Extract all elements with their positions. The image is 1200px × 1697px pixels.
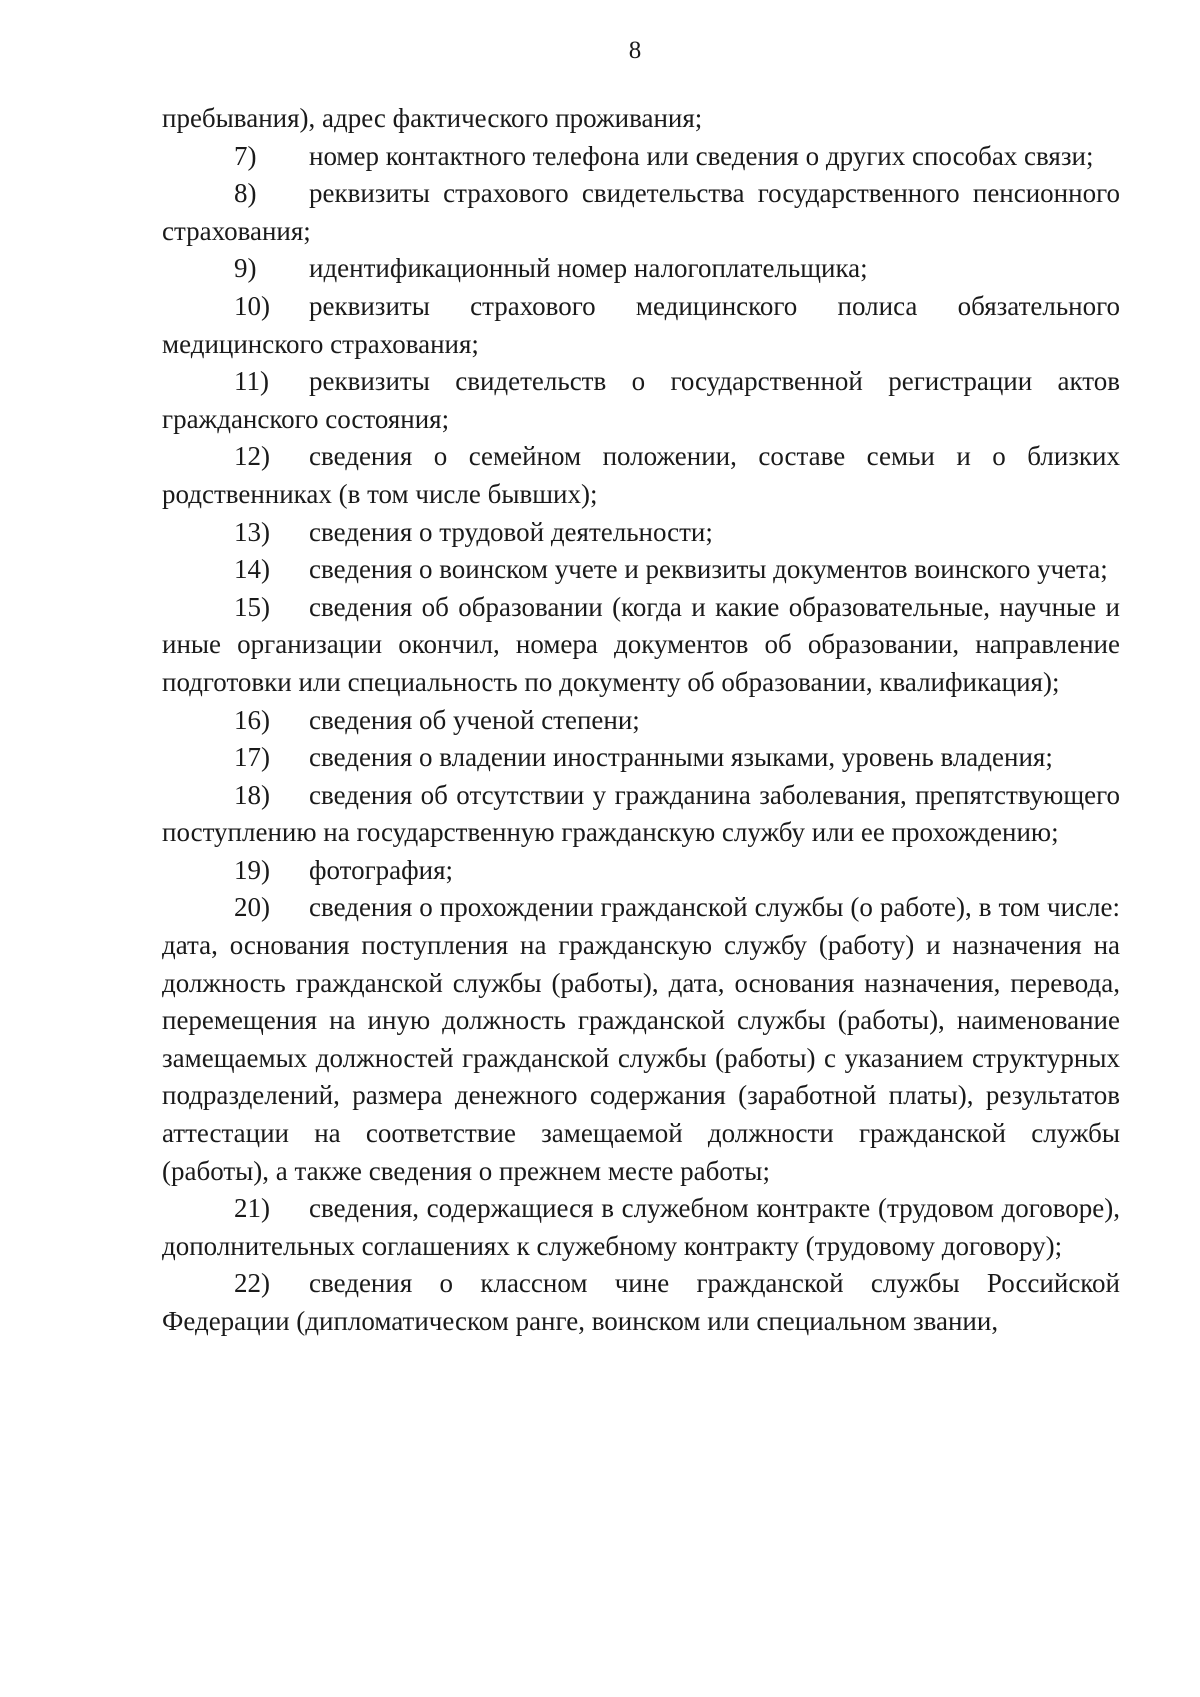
list-item-19 [162, 852, 1120, 890]
item-text: сведения о классном чине гражданской службы Российской Федерации (дипломатическом ранге, воинском или специальном звании, [162, 1268, 1120, 1336]
list-item-15 [162, 589, 1120, 702]
item-text: сведения о воинском учете и реквизиты документов воинского учета; [309, 554, 1108, 585]
item-number: 22) [234, 1268, 270, 1299]
item-number: 21) [234, 1193, 270, 1224]
item-text: реквизиты страхового свидетельства государственного пенсионного страхования; [162, 178, 1120, 246]
item-text: сведения об образовании (когда и какие образовательные, научные и иные организации окончил, номера документов об образовании, направление подготовки или специальность по документу об образовании, квалификация); [162, 591, 1120, 697]
list-item-10 [162, 288, 1120, 363]
list-item-8 [162, 175, 1120, 250]
list-item-17 [162, 739, 1120, 777]
item-text: сведения о владении иностранными языками, уровень владения; [309, 742, 1053, 773]
item-text: реквизиты свидетельств о государственной регистрации актов гражданского состояния; [162, 366, 1120, 434]
item-number: 17) [234, 742, 270, 773]
item-number: 13) [234, 516, 270, 547]
list-item-12 [162, 438, 1120, 513]
item-text: номер контактного телефона или сведения о других способах связи; [309, 140, 1094, 171]
list-item-7 [162, 138, 1120, 176]
item-number: 11) [234, 366, 269, 397]
list-item-16 [162, 702, 1120, 740]
item-text: сведения об отсутствии у гражданина заболевания, препятствующего поступлению на государственную гражданскую службу или ее прохождению; [162, 779, 1120, 848]
list-item-13 [162, 514, 1120, 552]
intro-line: пребывания), адрес фактического проживания; [162, 103, 703, 133]
item-text: фотография; [309, 854, 454, 885]
list-item-11 [162, 363, 1120, 438]
item-text: сведения, содержащиеся в служебном контракте (трудовом договоре), дополнительных соглашениях к служебному контракту (трудовому договору); [162, 1193, 1120, 1261]
item-number: 14) [234, 554, 270, 585]
item-number: 9) [234, 253, 257, 284]
item-text: сведения о прохождении гражданской службы (о работе), в том числе: дата, основания поступления на гражданскую службу (работу) и назначения на должность гражданской службы (работы), дата, основания назначения, перевода, перемещения на иную должность гражданской службы (работы), наименование замещаемых должностей гражданской службы (работы) с указанием структурных подразделений, размера денежного содержания (заработной платы), результатов аттестации на соответствие замещаемой должности гражданской службы (работы), а также сведения о прежнем месте работы; [162, 892, 1120, 1186]
item-number: 16) [234, 704, 270, 735]
list-item-14 [162, 551, 1120, 589]
item-number: 7) [234, 140, 257, 171]
item-text: идентификационный номер налогоплательщика; [309, 253, 868, 284]
item-text: сведения о трудовой деятельности; [309, 516, 713, 547]
item-text: сведения об ученой степени; [309, 704, 640, 735]
item-number: 10) [234, 290, 270, 321]
item-number: 20) [234, 892, 270, 923]
item-number: 19) [234, 854, 270, 885]
list-item-21 [162, 1190, 1120, 1265]
item-number: 8) [234, 178, 257, 209]
item-text: реквизиты страхового медицинского полиса обязательного медицинского страхования; [162, 290, 1120, 359]
item-number: 18) [234, 779, 270, 810]
list-item-22 [162, 1265, 1120, 1340]
list-item-18 [162, 777, 1120, 852]
list-item-20 [162, 889, 1120, 1190]
item-text: сведения о семейном положении, составе семьи и о близких родственниках (в том числе бывших); [162, 441, 1120, 509]
item-number: 15) [234, 591, 270, 622]
page-number: 8 [628, 37, 642, 64]
list-item-9 [162, 250, 1120, 288]
item-number: 12) [234, 441, 270, 472]
document-body [162, 100, 1120, 1341]
